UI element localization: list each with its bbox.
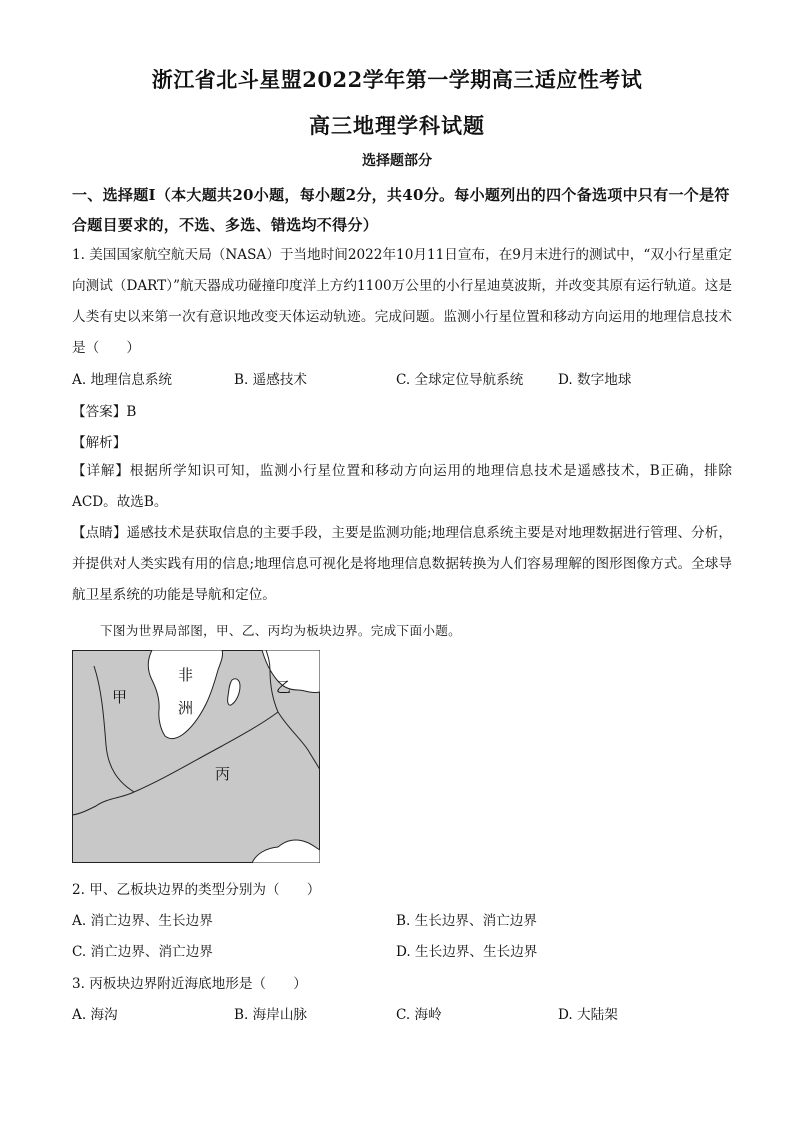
q1-detail: 【详解】根据所学知识可知，监测小行星位置和移动方向运用的地理信息技术是遥感技术，B正确，排除ACD。故选B。 — [72, 463, 732, 510]
q3-stem: 3. 丙板块边界附近海底地形是（ ） — [72, 976, 307, 992]
q2-options-row1 — [72, 909, 732, 933]
q1-stem: 1. 美国国家航空航天局（NASA）于当地时间2022年10月11日宣布，在9月末进行的测试中，“双小行星重定向测试（DART）”航天器成功碰撞印度洋上方约1100万公里的小行星迪莫波斯，并改变其原有运行轨道。这是人类有史以来第一次有意识地改变天体运动轨迹。完成问题。监测小行星位置和移动方向运用的地理信息技术是（ ） — [72, 247, 732, 356]
q1-options — [72, 368, 732, 392]
q3-option-d: D. 大陆架 — [558, 1007, 618, 1023]
q2-stem: 2. 甲、乙板块边界的类型分别为（ ） — [72, 882, 321, 898]
label-yi: 乙 — [276, 678, 292, 696]
label-jia: 甲 — [112, 688, 128, 706]
q3-options — [72, 1003, 732, 1027]
section-heading: 一、选择题Ⅰ（本大题共20小题，每小题2分，共40分。每小题列出的四个备选项中只有一个是符合题目要求的，不选、多选、错选均不得分） — [72, 186, 730, 234]
map-intro: 下图为世界局部图，甲、乙、丙均为板块边界。完成下面小题。 — [100, 623, 462, 638]
exam-title: 浙江省北斗星盟2022学年第一学期高三适应性考试 — [151, 67, 643, 92]
exam-subtitle: 高三地理学科试题 — [309, 113, 485, 138]
q1-option-c: C. 全球定位导航系统 — [396, 372, 524, 388]
q2-option-a: A. 消亡边界、生长边界 — [72, 913, 213, 929]
q2-option-d: D. 生长边界、生长边界 — [396, 944, 538, 960]
label-bing: 丙 — [215, 765, 231, 783]
q1-answer: 【答案】B — [72, 404, 137, 420]
q3-option-c: C. 海岭 — [396, 1007, 442, 1023]
q1-analysis-label: 【解析】 — [72, 435, 127, 451]
q2-option-c: C. 消亡边界、消亡边界 — [72, 944, 213, 960]
q3-option-b: B. 海岸山脉 — [234, 1007, 308, 1023]
world-partial-map — [72, 650, 320, 863]
label-zhou: 洲 — [178, 699, 194, 717]
label-fei: 非 — [178, 666, 194, 684]
part-heading: 选择题部分 — [362, 153, 432, 169]
q2-option-b: B. 生长边界、消亡边界 — [396, 913, 537, 929]
q1-option-b: B. 遥感技术 — [234, 372, 308, 388]
q1-option-a: A. 地理信息系统 — [72, 372, 173, 388]
q3-option-a: A. 海沟 — [72, 1007, 118, 1023]
q1-comment: 【点睛】遥感技术是获取信息的主要手段，主要是监测功能;地理信息系统主要是对地理数据进行管理、分析，并提供对人类实践有用的信息;地理信息可视化是将地理信息数据转换为人们容易理解的图形图像方式。全球导航卫星系统的功能是导航和定位。 — [72, 525, 732, 603]
q2-options-row2 — [72, 940, 732, 964]
q1-option-d: D. 数字地球 — [558, 372, 632, 388]
